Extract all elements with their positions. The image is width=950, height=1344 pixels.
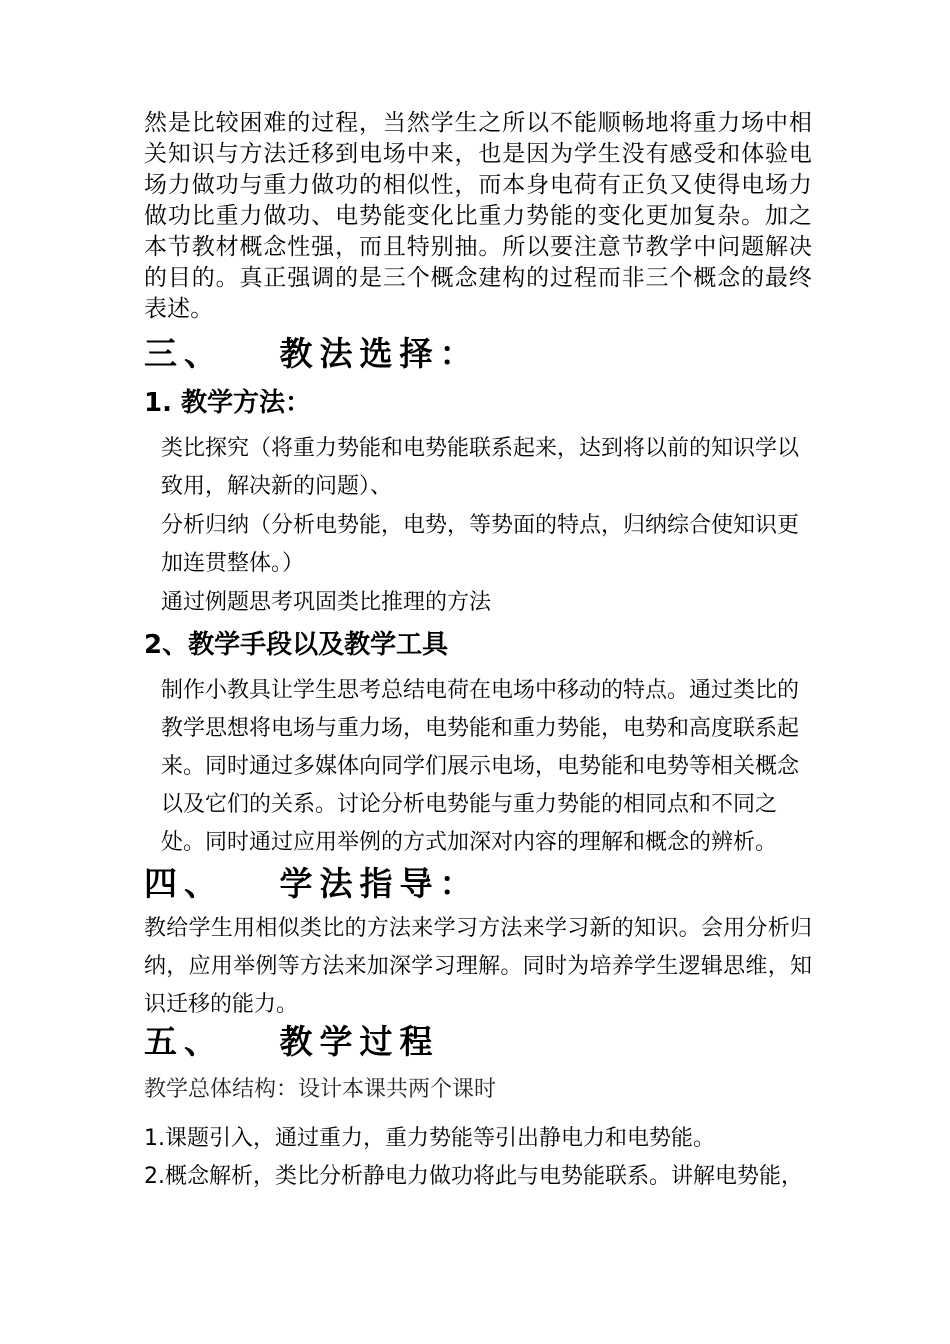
method-item-examples: 通过例题思考巩固类比推理的方法	[161, 590, 492, 615]
section-heading-learning-guidance: 四、 学法指导：	[144, 864, 480, 903]
method-item-induction: 分析归纳（分析电势能，电势，等势面的特点，归纳综合使知识更加连贯整体。）	[161, 513, 800, 576]
process-step-2: 2.概念解析，类比分析静电力做功将此与电势能联系。讲解电势能，	[144, 1164, 803, 1189]
subheading-teaching-methods: 1. 教学方法：	[144, 388, 312, 418]
overall-structure-line: 教学总体结构：设计本课共两个课时	[144, 1077, 497, 1102]
subheading-teaching-tools: 2、教学手段以及教学工具	[144, 630, 449, 660]
method-item-analogy: 类比探究（将重力势能和电势能联系起来，达到将以前的知识学以致用，解决新的问题）、	[161, 436, 800, 499]
learning-guidance-paragraph: 教给学生用相似类比的方法来学习方法来学习新的知识。会用分析归纳，应用举例等方法来加深学习理解。同时为培养学生逻辑思维，知识迁移的能力。	[144, 916, 812, 1017]
section-heading-teaching-method-selection: 三、 教法选择：	[144, 334, 480, 373]
section-heading-teaching-process: 五、 教学过程	[144, 1022, 440, 1061]
intro-paragraph: 然是比较困难的过程，当然学生之所以不能顺畅地将重力场中相关知识与方法迁移到电场中来，也是因为学生没有感受和体验电场力做功与重力做功的相似性，而本身电荷有正负又使得电场力做功比重力做功、电势能变化比重力势能的变化更加复杂。加之本节教材概念性强，而且特别抽。所以要注意节教学中问题解决的目的。真正强调的是三个概念建构的过程而非三个概念的最终表述。	[144, 110, 812, 322]
teaching-tools-paragraph: 制作小教具让学生思考总结电荷在电场中移动的特点。通过类比的教学思想将电场与重力场，电势能和重力势能，电势和高度联系起来。同时通过多媒体向同学们展示电场，电势能和电势等相关概念以及它们的关系。讨论分析电势能与重力势能的相同点和不同之处。同时通过应用举例的方式加深对内容的理解和概念的辨析。	[161, 678, 800, 855]
process-step-1: 1.课题引入，通过重力，重力势能等引出静电力和电势能。	[144, 1126, 715, 1151]
